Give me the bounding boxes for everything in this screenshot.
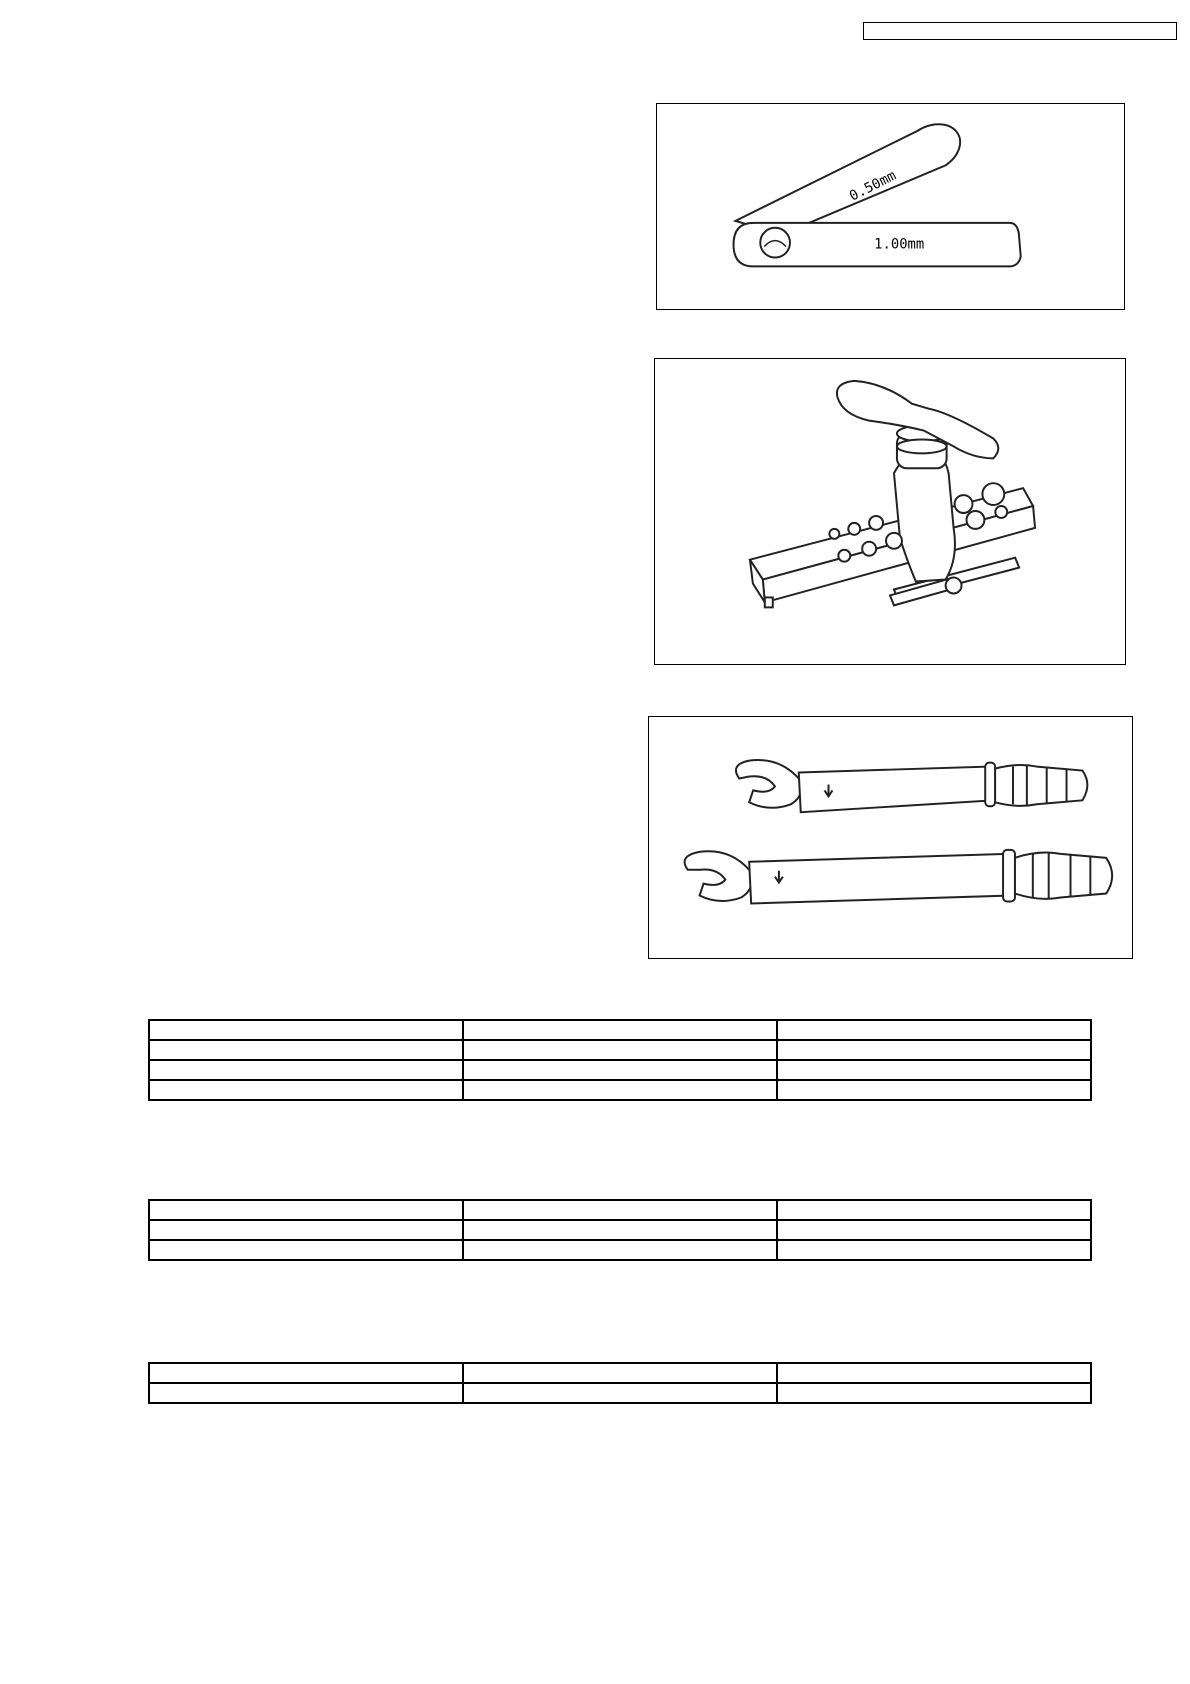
table-cell	[777, 1080, 1091, 1100]
table-cell	[149, 1240, 463, 1260]
blade-label-100: 1.00mm	[874, 236, 925, 253]
spec-table-1	[148, 1019, 1092, 1101]
table-row	[149, 1020, 1091, 1040]
table-cell	[463, 1200, 777, 1220]
header-box	[863, 22, 1177, 40]
table-cell	[777, 1220, 1091, 1240]
table-cell	[149, 1220, 463, 1240]
table-cell	[463, 1060, 777, 1080]
table-row	[149, 1080, 1091, 1100]
torque-wrench-figure	[648, 716, 1133, 959]
table-row	[149, 1363, 1091, 1383]
spec-table-2	[148, 1199, 1092, 1261]
table-cell	[149, 1200, 463, 1220]
table-cell	[777, 1200, 1091, 1220]
table-cell	[463, 1220, 777, 1240]
blade-label-050: 0.50mm	[846, 167, 899, 205]
table-cell	[777, 1363, 1091, 1383]
table-cell	[777, 1240, 1091, 1260]
torque-wrench-illustration	[649, 717, 1132, 958]
table-row	[149, 1040, 1091, 1060]
flaring-tool-illustration	[655, 359, 1125, 664]
table-cell	[777, 1040, 1091, 1060]
table-cell	[149, 1020, 463, 1040]
table-cell	[463, 1383, 777, 1403]
table-cell	[149, 1080, 463, 1100]
table-cell	[463, 1080, 777, 1100]
table-cell	[463, 1240, 777, 1260]
feeler-gauge-figure	[656, 103, 1125, 310]
table-cell	[777, 1383, 1091, 1403]
table-row	[149, 1220, 1091, 1240]
table-cell	[463, 1040, 777, 1060]
table-cell	[149, 1363, 463, 1383]
feeler-gauge-illustration	[657, 104, 1124, 309]
table-cell	[149, 1383, 463, 1403]
table-row	[149, 1383, 1091, 1403]
table-cell	[463, 1020, 777, 1040]
spec-table-3	[148, 1362, 1092, 1404]
table-cell	[149, 1040, 463, 1060]
table-row	[149, 1060, 1091, 1080]
flaring-tool-figure	[654, 358, 1126, 665]
table-row	[149, 1240, 1091, 1260]
table-row	[149, 1200, 1091, 1220]
table-cell	[777, 1020, 1091, 1040]
table-cell	[463, 1363, 777, 1383]
table-cell	[777, 1060, 1091, 1080]
table-cell	[149, 1060, 463, 1080]
